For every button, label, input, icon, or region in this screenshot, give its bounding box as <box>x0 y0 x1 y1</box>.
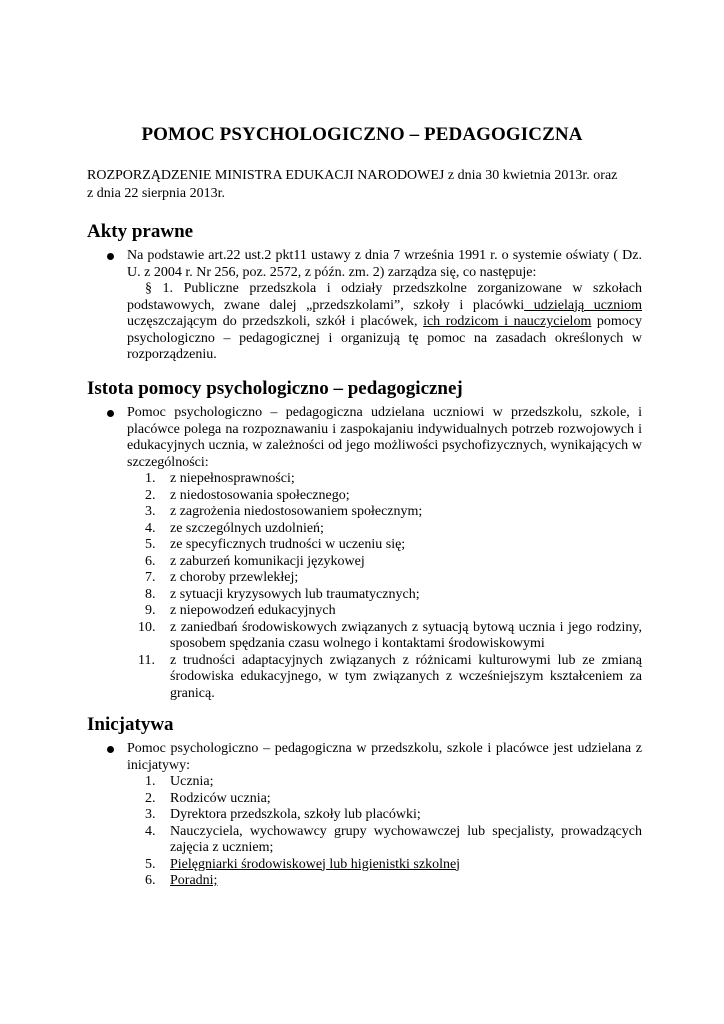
list-item <box>107 620 642 653</box>
document-title: POMOC PSYCHOLOGICZNO – PEDAGOGICZNA <box>141 124 583 145</box>
list-item <box>107 807 642 824</box>
list-item <box>107 471 642 488</box>
section-akty-prawne <box>107 248 642 364</box>
list-item <box>107 873 642 890</box>
heading-akty-prawne: Akty prawne <box>87 221 194 242</box>
bullet-text: Pomoc psychologiczno – pedagogiczna w przedszkolu, szkole i placówce jest udzielana z inicjatywy: <box>127 741 642 773</box>
bullet-item <box>107 248 642 281</box>
list-number: 1. <box>145 471 156 486</box>
list-text: z zaburzeń komunikacji językowej <box>170 553 365 569</box>
underlined-text-uczniom: udzielają uczniom <box>524 297 642 313</box>
bullet-icon <box>107 410 114 417</box>
bullet-icon <box>107 746 114 753</box>
paragraph-text: pomocy psychologiczno – pedagogicznej i organizują tę pomoc na zasadach określonych w rozporządzeniu. <box>127 314 642 362</box>
list-text-underlined: Pielęgniarki środowiskowej lub higienistki szkolnej <box>170 856 461 872</box>
list-item <box>107 587 642 604</box>
list-item <box>107 824 642 857</box>
regulation-line-2: z dnia 22 sierpnia 2013r. <box>87 186 226 201</box>
bullet-item <box>107 741 642 774</box>
list-text: ze specyficznych trudności w uczeniu się; <box>170 537 406 552</box>
list-item <box>107 554 642 571</box>
list-number: 4. <box>145 520 156 536</box>
list-number: 8. <box>145 586 156 602</box>
underlined-text-rodzicom: ich rodzicom i nauczycielom <box>423 314 592 329</box>
list-number: 7. <box>145 570 156 585</box>
list-text: ze szczególnych uzdolnień; <box>170 520 324 536</box>
list-text: Nauczyciela, wychowawcy grupy wychowawczej lub specjalisty, prowadzących zajęcia z uczniem; <box>170 823 642 855</box>
list-item <box>107 537 642 554</box>
list-text: Dyrektora przedszkola, szkoły lub placówki; <box>170 807 421 822</box>
bullet-text: Na podstawie art.22 ust.2 pkt11 ustawy z dnia 7 września 1991 r. o systemie oświaty ( Dz. U. z 2004 r. Nr 256, poz. 2572, z późn. zm. 2) zarządza się, co następuje: <box>127 248 642 280</box>
list-number: 11. <box>138 652 155 668</box>
list-number: 10. <box>138 619 156 635</box>
list-item <box>107 653 642 703</box>
list-text: z niepełnosprawności; <box>170 471 295 486</box>
list-number: 2. <box>145 487 156 503</box>
list-item <box>107 488 642 505</box>
list-item <box>107 570 642 587</box>
bullet-text: Pomoc psychologiczno – pedagogiczna udzielana uczniowi w przedszkolu, szkole, i placówce polega na rozpoznawaniu i zaspokajaniu indywidualnych potrzeb rozwojowych i edukacyjnych ucznia, w zależności od jego możliwości psychofizycznych, wynikających w szczególności: <box>127 405 642 470</box>
list-text: Rodziców ucznia; <box>170 790 271 806</box>
list-number: 2. <box>145 790 156 806</box>
section-inicjatywa <box>107 741 642 890</box>
list-item <box>107 521 642 538</box>
list-text: z choroby przewlekłej; <box>170 570 299 585</box>
list-text: z trudności adaptacyjnych związanych z różnicami kulturowymi lub ze zmianą środowiska edukacyjnego, w tym związanych z wcześniejszym kształceniem za granicą. <box>170 652 642 701</box>
list-number: 1. <box>145 774 156 789</box>
list-text: z sytuacji kryzysowych lub traumatycznych; <box>170 586 420 602</box>
bullet-icon <box>107 253 114 260</box>
list-number: 3. <box>145 807 156 822</box>
regulation-reference <box>87 167 637 203</box>
bullet-item <box>107 405 642 471</box>
list-number: 9. <box>145 603 156 618</box>
list-number: 5. <box>145 537 156 552</box>
list-text-underlined: Poradni; <box>170 873 218 888</box>
numbered-list-istota <box>107 471 642 702</box>
paragraph-text: uczęszczającym do przedszkoli, szkół i placówek, <box>127 314 424 329</box>
list-item <box>107 504 642 521</box>
paragraph-1 <box>107 281 642 364</box>
list-item <box>107 774 642 791</box>
section-istota <box>107 405 642 702</box>
heading-inicjatywa: Inicjatywa <box>87 714 174 735</box>
list-item <box>107 857 642 874</box>
list-number: 3. <box>145 504 156 519</box>
list-number: 6. <box>145 553 156 569</box>
list-text: z zaniedbań środowiskowych związanych z sytuacją bytową ucznia i jego rodziny, sposobem spędzania czasu wolnego i kontaktami środowiskowymi <box>170 619 642 651</box>
list-item <box>107 791 642 808</box>
list-text: z niedostosowania społecznego; <box>170 487 350 503</box>
list-text: Ucznia; <box>170 774 214 789</box>
list-text: z zagrożenia niedostosowaniem społecznym; <box>170 504 423 519</box>
list-item <box>107 603 642 620</box>
regulation-line-1: ROZPORZĄDZENIE MINISTRA EDUKACJI NARODOWEJ z dnia 30 kwietnia 2013r. oraz <box>87 168 618 183</box>
list-number: 6. <box>145 873 156 888</box>
numbered-list-inicjatywa <box>107 774 642 890</box>
paragraph-text: § 1. Publiczne przedszkola i odziały przedszkolne zorganizowane w szkołach podstawowych, zwane dalej „przedszkolami”, szkoły i placówki <box>127 281 642 313</box>
list-number: 5. <box>145 856 156 872</box>
list-text: z niepowodzeń edukacyjnych <box>170 603 336 618</box>
heading-istota: Istota pomocy psychologiczno – pedagogicznej <box>87 378 463 399</box>
list-number: 4. <box>145 823 156 839</box>
